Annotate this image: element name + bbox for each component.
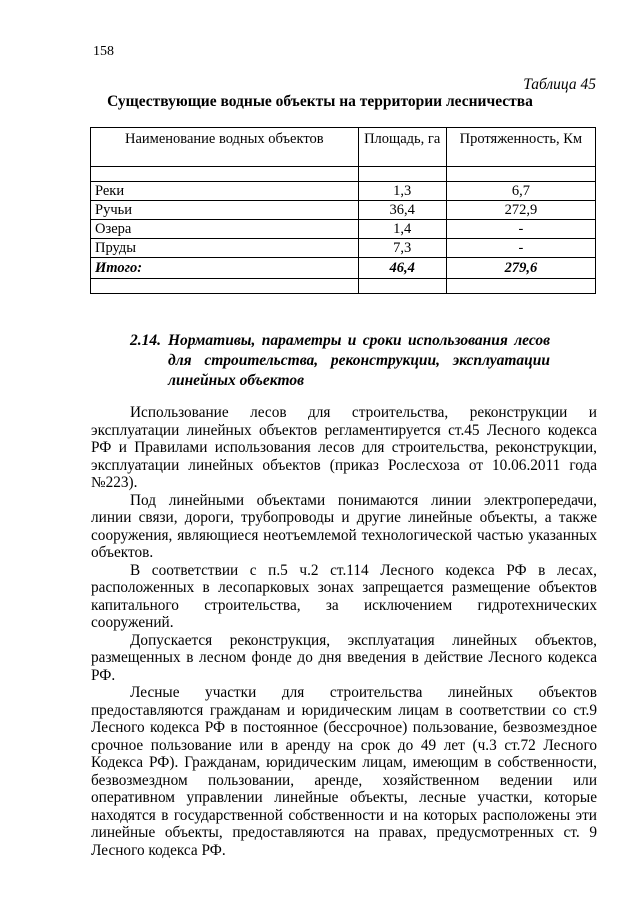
section-title-line: линейных объектов: [168, 372, 304, 389]
water-objects-table: [90, 127, 596, 294]
paragraph: В соответствии с п.5 ч.2 ст.114 Лесного кодекса РФ в лесах, расположенных в лесопарковых зонах запрещается размещение объектов капитального строительства, за исключением гидротехнических сооружений.: [91, 561, 597, 631]
row-area: 36,4: [358, 201, 446, 220]
total-label: Итого:: [91, 258, 359, 279]
header-area: Площадь, га: [358, 128, 446, 167]
paragraph: Допускается реконструкция, эксплуатация линейных объектов, размещенных в лесном фонде до дня введения в действие Лесного кодекса РФ.: [91, 631, 597, 684]
section-number: 2.14.: [130, 332, 161, 349]
paragraph: Под линейными объектами понимаются линии электропередачи, линии связи, дороги, трубопроводы и другие линейные объекты, а также сооружения, являющиеся неотъемлемой технологической частью указанных объектов.: [91, 491, 597, 561]
total-area: 46,4: [358, 258, 446, 279]
row-name: Пруды: [91, 239, 359, 258]
row-length: 272,9: [446, 201, 595, 220]
table-row: [91, 201, 596, 220]
table-row: [91, 220, 596, 239]
row-length: -: [446, 239, 595, 258]
section-title-line: для строительства, реконструкции, эксплуатации: [168, 352, 550, 369]
table-trailing-row: [91, 279, 596, 294]
table-title: Существующие водные объекты на территории лесничества: [107, 93, 533, 110]
body-text: [91, 404, 597, 859]
total-length: 279,6: [446, 258, 595, 279]
table-caption: Таблица 45: [523, 76, 596, 93]
table-header-row: [91, 128, 596, 167]
table-row: [91, 239, 596, 258]
row-area: 1,3: [358, 182, 446, 201]
table-row: [91, 182, 596, 201]
header-name: Наименование водных объектов: [91, 128, 359, 167]
row-name: Озера: [91, 220, 359, 239]
paragraph: Лесные участки для строительства линейных объектов предоставляются гражданам и юридическим лицам в соответствии со ст.9 Лесного кодекса РФ в постоянное (бессрочное) пользование, безвозмездное срочное пользование или в аренду на срок до 49 лет (ч.3 ст.72 Лесного Кодекса РФ). Гражданам, юридическим лицам, имеющим в собственности, безвозмездном пользовании, аренде, хозяйственном ведении или оперативном управлении линейные объекты, лесные участки, которые находятся в государственной собственности и на которых расположены эти линейные объекты, предоставляются на правах, предусмотренных ст. 9 Лесного кодекса РФ.: [91, 684, 597, 859]
page-number: 158: [93, 44, 114, 59]
table-total-row: [91, 258, 596, 279]
row-area: 7,3: [358, 239, 446, 258]
row-area: 1,4: [358, 220, 446, 239]
section-heading: [130, 331, 550, 391]
row-length: 6,7: [446, 182, 595, 201]
paragraph: Использование лесов для строительства, реконструкции и эксплуатации линейных объектов регламентируется ст.45 Лесного кодекса РФ и Правилами использования лесов для строительства, реконструкции, эксплуатации линейных объектов (приказ Рослесхоза от 10.06.2011 года №223).: [91, 404, 597, 491]
header-length: Протяженность, Км: [446, 128, 595, 167]
section-title-line: Нормативы, параметры и сроки использования лесов: [168, 332, 550, 349]
row-length: -: [446, 220, 595, 239]
row-name: Ручьи: [91, 201, 359, 220]
row-name: Реки: [91, 182, 359, 201]
table-spacer-row: [91, 167, 596, 182]
